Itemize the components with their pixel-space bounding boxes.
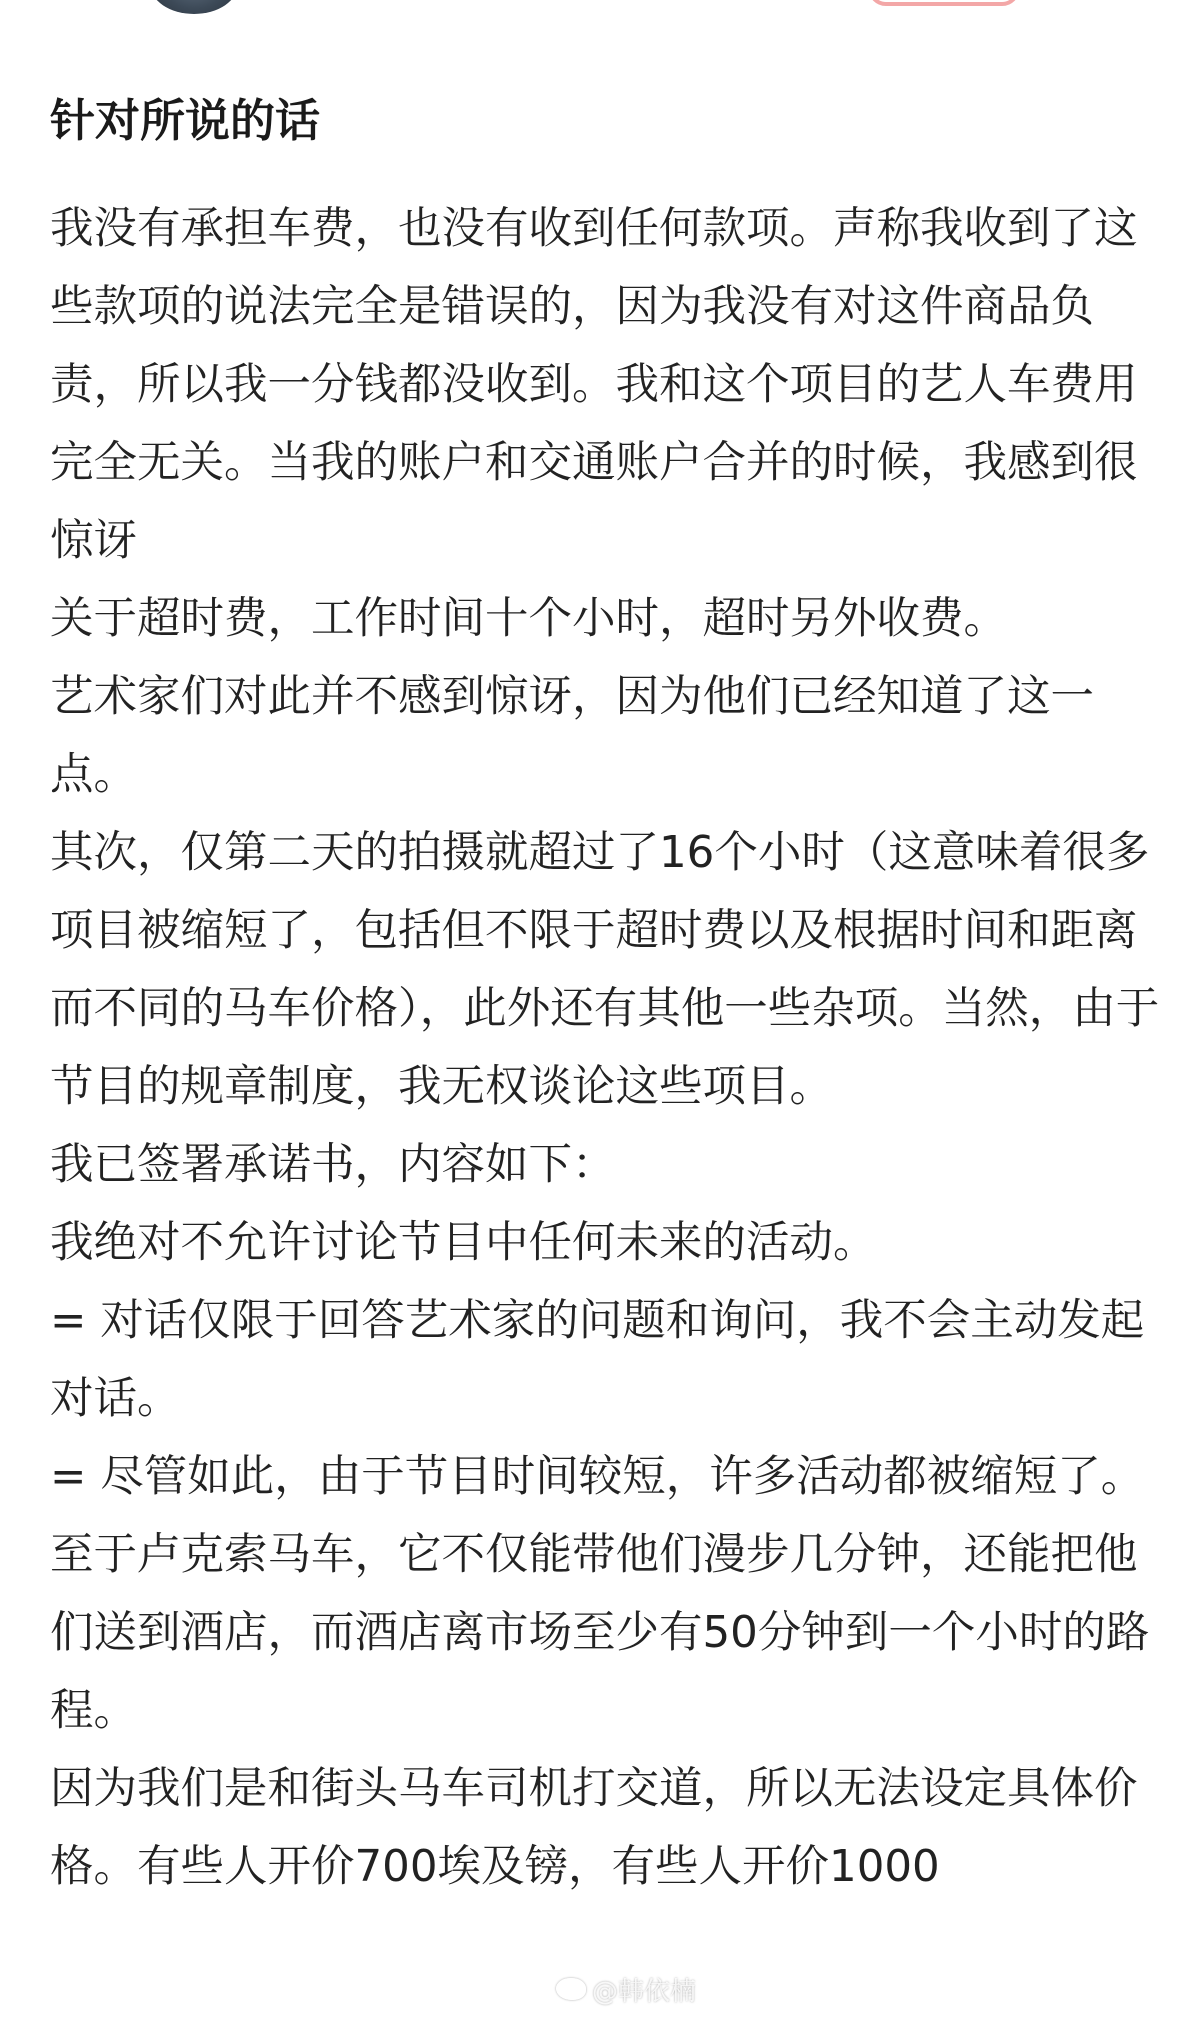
watermark-text: @韩依楠 [592,1976,697,2007]
avatar[interactable] [150,0,238,14]
paragraph: = 尽管如此，由于节目时间较短，许多活动都被缩短了。 [50,1452,1145,1502]
paragraph: 我绝对不允许讨论节目中任何未来的活动。 [50,1218,877,1268]
post-body [50,190,1160,1906]
watermark [556,1969,696,2009]
paragraph: = 对话仅限于回答艺术家的问题和询问，我不会主动发起对话。 [50,1296,1145,1424]
weibo-icon [556,1978,586,2000]
paragraph: 其次，仅第二天的拍摄就超过了16个小时（这意味着很多项目被缩短了，包括但不限于超时费以及根据时间和距离而不同的马车价格），此外还有其他一些杂项。当然，由于节目的规章制度，我无权谈论这些项目。 [50,828,1160,1112]
follow-button[interactable] [868,0,1020,6]
paragraph: 艺术家们对此并不感到惊讶，因为他们已经知道了这一点。 [50,672,1094,800]
paragraph: 至于卢克索马车，它不仅能带他们漫步几分钟，还能把他们送到酒店，而酒店离市场至少有50分钟到一个小时的路程。 [50,1530,1150,1736]
post-title: 针对所说的话 [50,94,321,147]
paragraph: 因为我们是和街头马车司机打交道，所以无法设定具体价格。有些人开价700埃及镑，有些人开价1000 [50,1764,1138,1892]
top-strip [0,0,1200,16]
post-content [50,82,1160,1906]
paragraph: 关于超时费，工作时间十个小时，超时另外收费。 [50,594,1007,644]
paragraph: 我没有承担车费，也没有收到任何款项。声称我收到了这些款项的说法完全是错误的，因为我没有对这件商品负责，所以我一分钱都没收到。我和这个项目的艺人车费用完全无关。当我的账户和交通账户合并的时候，我感到很惊讶 [50,204,1138,566]
paragraph: 我已签署承诺书，内容如下： [50,1140,616,1190]
